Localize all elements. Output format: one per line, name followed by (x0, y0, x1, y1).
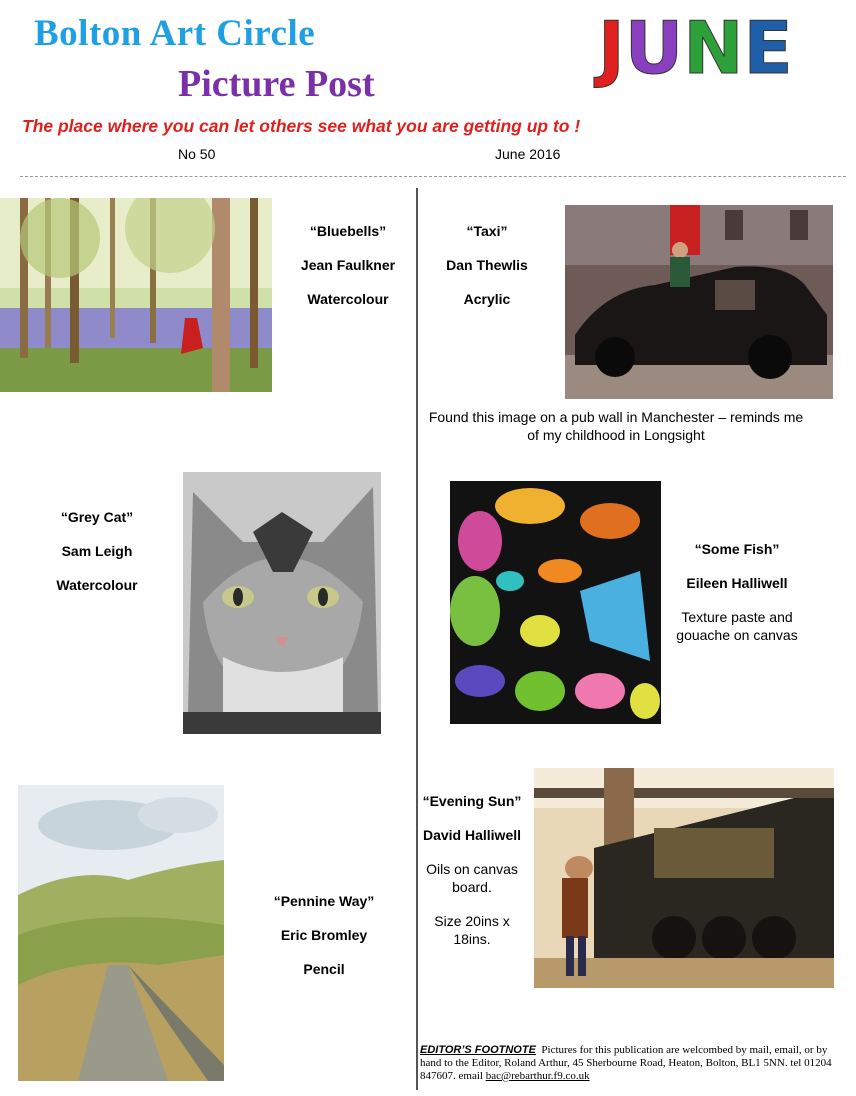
artwork-size: Size 20ins x 18ins. (434, 913, 510, 947)
header-divider (20, 176, 846, 177)
column-divider (416, 188, 418, 1090)
footnote-email-link[interactable]: bac@rebarthur.f9.co.uk (485, 1070, 590, 1082)
greycat-caption (38, 508, 156, 610)
artwork-medium: Texture paste and gouache on canvas (676, 609, 798, 643)
artwork-medium: Watercolour (56, 577, 138, 593)
bluebells-painting (0, 198, 272, 392)
pennine-caption (258, 892, 390, 994)
artist-name: Eileen Halliwell (686, 575, 788, 591)
artwork-title: “Grey Cat” (60, 509, 134, 525)
somefish-painting (450, 481, 661, 724)
artist-name: Sam Leigh (61, 543, 133, 559)
artwork-title: “Some Fish” (694, 541, 780, 557)
artwork-title: “Evening Sun” (422, 793, 522, 809)
artwork-medium: Pencil (303, 961, 345, 977)
publication-title: Picture Post (178, 63, 375, 105)
artist-name: Jean Faulkner (300, 257, 396, 273)
taxi-caption (428, 222, 546, 324)
tagline: The place where you can let others see what you are getting up to ! (22, 116, 581, 136)
month-letter: U (624, 6, 684, 90)
greycat-painting (183, 472, 381, 734)
taxi-painting (565, 205, 833, 399)
month-letter: J (598, 6, 625, 90)
month-letter: N (683, 6, 744, 90)
month-letter: E (743, 6, 793, 90)
artwork-medium: Acrylic (463, 291, 511, 307)
bluebells-caption (288, 222, 408, 324)
month-banner (598, 8, 834, 88)
editors-footnote (420, 1044, 840, 1083)
artwork-title: “Pennine Way” (273, 893, 375, 909)
artwork-medium: Oils on canvas board. (426, 861, 518, 895)
footnote-body: Pictures for this publication are welcombed by mail, email, or by hand to the Editor, Roland Arthur, 45 Sherbourne Road, Heaton, Bolton, BL1 5NN. tel 01204 847607. email (420, 1044, 832, 1082)
artwork-medium: Watercolour (307, 291, 389, 307)
taxi-note: Found this image on a pub wall in Manchester – reminds me of my childhood in Longsight (428, 409, 804, 443)
footnote-heading: EDITOR’S FOOTNOTE (420, 1044, 536, 1056)
artist-name: David Halliwell (422, 827, 522, 843)
artwork-title: “Taxi” (466, 223, 508, 239)
artist-name: Eric Bromley (280, 927, 368, 943)
evening-painting (534, 768, 834, 988)
org-title: Bolton Art Circle (34, 13, 316, 54)
artist-name: Dan Thewlis (446, 257, 528, 273)
issue-date: June 2016 (495, 146, 561, 162)
issue-number: No 50 (178, 146, 216, 162)
pennine-painting (18, 785, 224, 1081)
evening-caption (422, 792, 522, 964)
artwork-title: “Bluebells” (309, 223, 387, 239)
somefish-caption (668, 540, 806, 660)
